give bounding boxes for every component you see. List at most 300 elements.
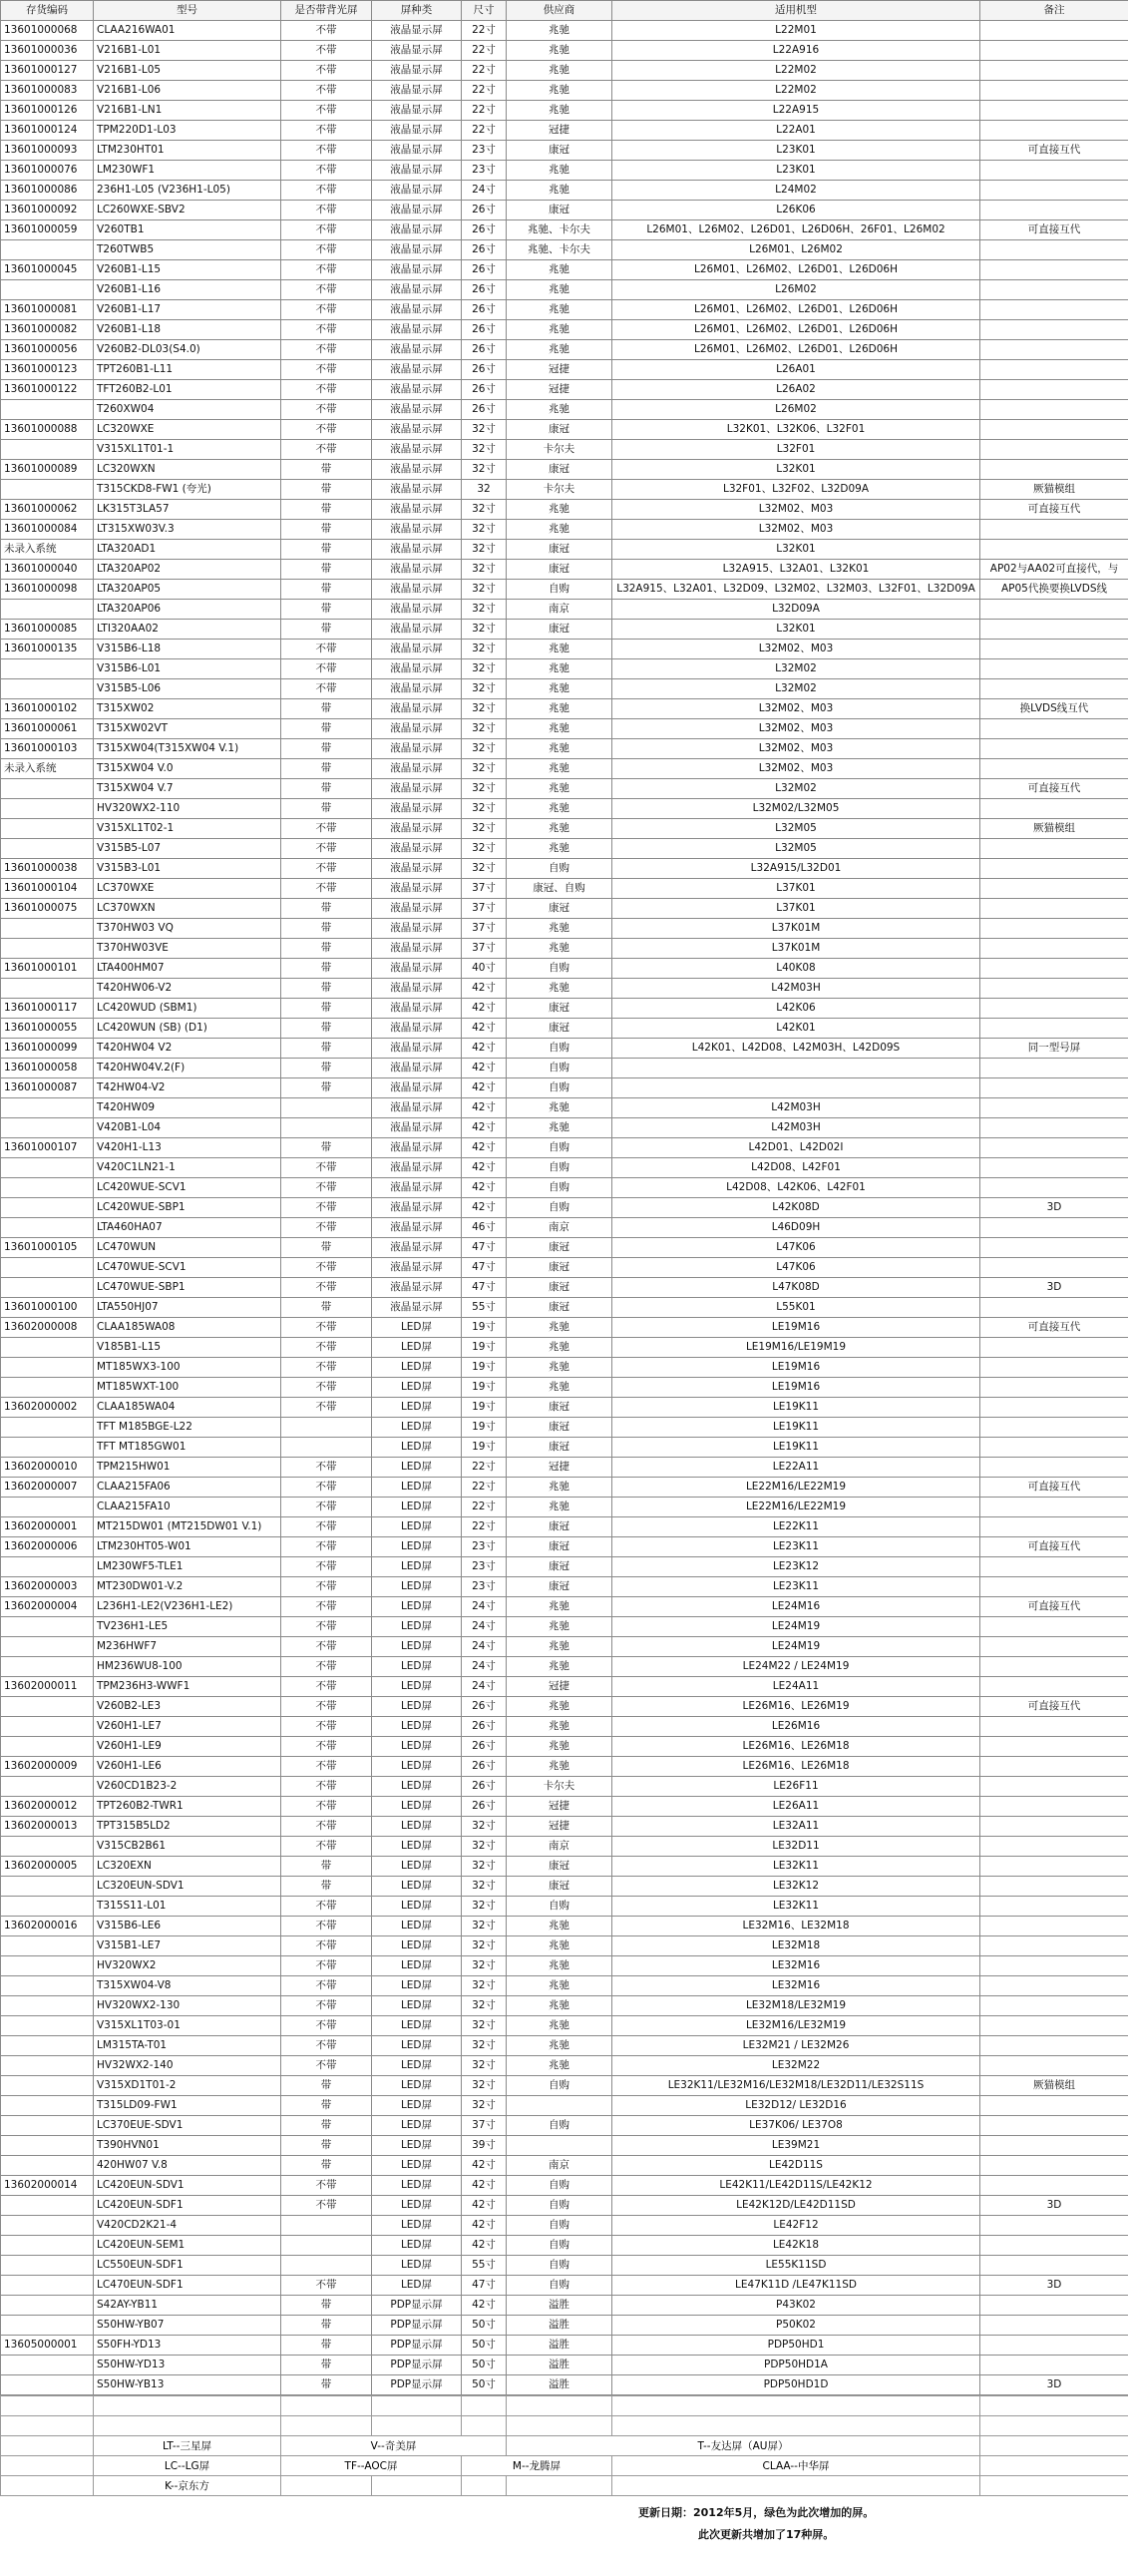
table-row	[1, 1218, 1128, 1238]
supplier-cell: 兆驰	[507, 161, 612, 181]
stock-code-cell	[1, 1717, 94, 1737]
model-cell: LTA550HJ07	[94, 1298, 281, 1318]
screen-type-cell: 液晶显示屏	[372, 260, 462, 280]
remark-cell	[980, 1877, 1128, 1897]
supplier-cell: 兆驰	[507, 61, 612, 81]
compatible-models-cell: L22A915	[612, 101, 980, 121]
remark-cell	[980, 879, 1128, 899]
remark-cell	[980, 2156, 1128, 2176]
compatible-models-cell: L32M02、M03	[612, 520, 980, 540]
model-cell: TFT260B2-L01	[94, 380, 281, 400]
footer	[0, 2496, 1128, 2576]
compatible-models-cell: L22M02	[612, 61, 980, 81]
stock-code-cell: 13601000102	[1, 699, 94, 719]
table-row	[1, 61, 1128, 81]
backlight-cell: 带	[281, 2116, 372, 2136]
compatible-models-cell: L32M02、M03	[612, 759, 980, 779]
backlight-cell: 带	[281, 620, 372, 640]
remark-cell	[980, 181, 1128, 201]
stock-code-cell	[1, 1936, 94, 1956]
compatible-models-cell: LE24A11	[612, 1677, 980, 1697]
table-row	[1, 1737, 1128, 1757]
legend-v: V--奇美屏	[281, 2436, 507, 2456]
screen-type-cell: 液晶显示屏	[372, 1278, 462, 1298]
remark-cell	[980, 2256, 1128, 2276]
compatible-models-cell: L32K01、L32K06、L32F01	[612, 420, 980, 440]
model-cell: LTA320AP06	[94, 600, 281, 620]
backlight-cell: 不带	[281, 1318, 372, 1338]
stock-code-cell	[1, 2236, 94, 2256]
compatible-models-cell: L42K01	[612, 1019, 980, 1039]
size-cell: 50寸	[462, 2356, 507, 2375]
table-row	[1, 1837, 1128, 1857]
table-row	[1, 340, 1128, 360]
model-cell: LM315TA-T01	[94, 2036, 281, 2056]
backlight-cell: 不带	[281, 1258, 372, 1278]
compatible-models-cell: LE22M16/LE22M19	[612, 1498, 980, 1517]
size-cell: 22寸	[462, 121, 507, 141]
backlight-cell: 带	[281, 939, 372, 959]
supplier-cell: 康冠	[507, 1438, 612, 1458]
table-row	[1, 699, 1128, 719]
stock-code-cell	[1, 779, 94, 799]
size-cell: 32寸	[462, 1917, 507, 1936]
legend-m: M--龙腾屏	[462, 2456, 612, 2476]
table-row	[1, 939, 1128, 959]
screen-type-cell: LED屏	[372, 1717, 462, 1737]
backlight-cell: 不带	[281, 240, 372, 260]
supplier-cell: 自购	[507, 2196, 612, 2216]
compatible-models-cell: L26M02	[612, 280, 980, 300]
supplier-cell: 兆驰	[507, 1956, 612, 1976]
backlight-cell: 不带	[281, 380, 372, 400]
table-row	[1, 240, 1128, 260]
compatible-models-cell: L37K01	[612, 879, 980, 899]
screen-type-cell: LED屏	[372, 1458, 462, 1478]
supplier-cell: 康冠	[507, 460, 612, 480]
backlight-cell: 不带	[281, 1198, 372, 1218]
backlight-cell: 不带	[281, 1936, 372, 1956]
size-cell: 32寸	[462, 2056, 507, 2076]
size-cell: 32寸	[462, 1936, 507, 1956]
legend-row	[1, 2436, 1128, 2456]
screen-type-cell: 液晶显示屏	[372, 280, 462, 300]
compatible-models-cell: L42M03H	[612, 1118, 980, 1138]
remark-cell	[980, 1617, 1128, 1637]
model-cell: 420HW07 V.8	[94, 2156, 281, 2176]
supplier-cell: 兆驰	[507, 1657, 612, 1677]
compatible-models-cell: L32M05	[612, 819, 980, 839]
table-row	[1, 1238, 1128, 1258]
remark-cell	[980, 679, 1128, 699]
compatible-models-cell: L42M03H	[612, 1098, 980, 1118]
compatible-models-cell: L32K01	[612, 620, 980, 640]
model-cell: LTM230HT01	[94, 141, 281, 161]
screen-type-cell: 液晶显示屏	[372, 799, 462, 819]
table-row	[1, 440, 1128, 460]
backlight-cell: 带	[281, 2296, 372, 2316]
screen-type-cell: LED屏	[372, 1378, 462, 1398]
model-cell: LTA320AP05	[94, 580, 281, 600]
model-cell: V260CD1B23-2	[94, 1777, 281, 1797]
screen-type-cell: LED屏	[372, 2236, 462, 2256]
stock-code-cell	[1, 2116, 94, 2136]
supplier-cell: 兆驰、卡尔夫	[507, 240, 612, 260]
size-cell: 19寸	[462, 1398, 507, 1418]
backlight-cell: 不带	[281, 1557, 372, 1577]
supplier-cell: 自购	[507, 2276, 612, 2296]
size-cell: 32寸	[462, 739, 507, 759]
supplier-cell: 兆驰	[507, 181, 612, 201]
supplier-cell: 卡尔夫	[507, 480, 612, 500]
table-row	[1, 2356, 1128, 2375]
screen-type-cell: 液晶显示屏	[372, 1198, 462, 1218]
model-cell: LC370EUE-SDV1	[94, 2116, 281, 2136]
compatible-models-cell: L42D08、L42F01	[612, 1158, 980, 1178]
remark-cell	[980, 240, 1128, 260]
compatible-models-cell: L32M02、M03	[612, 739, 980, 759]
remark-cell	[980, 2236, 1128, 2256]
size-cell: 22寸	[462, 81, 507, 101]
stock-code-cell: 13601000038	[1, 859, 94, 879]
remark-cell	[980, 161, 1128, 181]
remark-cell: 可直接互代	[980, 1478, 1128, 1498]
backlight-cell: 不带	[281, 1577, 372, 1597]
table-row	[1, 560, 1128, 580]
compatible-models-cell: LE19M16	[612, 1318, 980, 1338]
model-cell: V315B1-LE7	[94, 1936, 281, 1956]
compatible-models-cell: LE55K11SD	[612, 2256, 980, 2276]
stock-code-cell: 13601000092	[1, 201, 94, 220]
compatible-models-cell: LE19M16	[612, 1378, 980, 1398]
model-cell: LM230WF5-TLE1	[94, 1557, 281, 1577]
size-cell: 26寸	[462, 340, 507, 360]
remark-cell	[980, 1178, 1128, 1198]
remark-cell	[980, 979, 1128, 999]
table-row	[1, 1617, 1128, 1637]
model-cell: LC320EXN	[94, 1857, 281, 1877]
compatible-models-cell: L47K06	[612, 1258, 980, 1278]
compatible-models-cell: LE32D12/ LE32D16	[612, 2096, 980, 2116]
backlight-cell: 不带	[281, 300, 372, 320]
table-row	[1, 1418, 1128, 1438]
compatible-models-cell: L55K01	[612, 1298, 980, 1318]
stock-code-cell	[1, 1877, 94, 1897]
remark-cell: AP02与AA02可直接代，与	[980, 560, 1128, 580]
size-cell: 42寸	[462, 1078, 507, 1098]
model-cell: T315CKD8-FW1 (夸光)	[94, 480, 281, 500]
table-row	[1, 739, 1128, 759]
remark-cell: 3D	[980, 1198, 1128, 1218]
backlight-cell: 不带	[281, 1677, 372, 1697]
size-cell: 42寸	[462, 1158, 507, 1178]
stock-code-cell	[1, 2156, 94, 2176]
legend-t: T--友达屏（AU屏）	[507, 2436, 980, 2456]
size-cell: 26寸	[462, 1717, 507, 1737]
supplier-cell: 自购	[507, 2236, 612, 2256]
remark-cell: 厥猫模组	[980, 480, 1128, 500]
size-cell: 26寸	[462, 400, 507, 420]
stock-code-cell: 13601000085	[1, 620, 94, 640]
size-cell: 32寸	[462, 839, 507, 859]
size-cell: 42寸	[462, 1118, 507, 1138]
supplier-cell: 兆驰	[507, 1936, 612, 1956]
supplier-cell: 康冠	[507, 1877, 612, 1897]
supplier-cell: 兆驰	[507, 1637, 612, 1657]
stock-code-cell	[1, 679, 94, 699]
size-cell: 19寸	[462, 1338, 507, 1358]
backlight-cell	[281, 1098, 372, 1118]
compatible-models-cell: L32M02	[612, 779, 980, 799]
screen-type-cell: 液晶显示屏	[372, 1138, 462, 1158]
table-row	[1, 620, 1128, 640]
remark-cell	[980, 1677, 1128, 1697]
backlight-cell: 不带	[281, 1398, 372, 1418]
remark-cell	[980, 719, 1128, 739]
compatible-models-cell: PDP50HD1A	[612, 2356, 980, 2375]
supplier-cell: 兆驰	[507, 1737, 612, 1757]
backlight-cell: 不带	[281, 819, 372, 839]
screen-type-cell: LED屏	[372, 1338, 462, 1358]
backlight-cell: 带	[281, 520, 372, 540]
model-cell: LM230WF1	[94, 161, 281, 181]
screen-type-cell: 液晶显示屏	[372, 121, 462, 141]
backlight-cell: 不带	[281, 1218, 372, 1238]
table-row	[1, 839, 1128, 859]
backlight-cell: 不带	[281, 1537, 372, 1557]
backlight-cell: 不带	[281, 1757, 372, 1777]
model-cell: LC320WXE	[94, 420, 281, 440]
screen-type-cell: 液晶显示屏	[372, 659, 462, 679]
table-row	[1, 1059, 1128, 1078]
supplier-cell: 兆驰	[507, 799, 612, 819]
stock-code-cell: 13601000040	[1, 560, 94, 580]
size-cell: 32寸	[462, 640, 507, 659]
supplier-cell: 兆驰	[507, 719, 612, 739]
stock-code-cell	[1, 1657, 94, 1677]
screen-type-cell: 液晶显示屏	[372, 340, 462, 360]
size-cell: 32寸	[462, 600, 507, 620]
blank-row	[1, 2396, 1128, 2416]
model-cell: V216B1-LN1	[94, 101, 281, 121]
model-cell: LC470WUE-SCV1	[94, 1258, 281, 1278]
remark-cell	[980, 600, 1128, 620]
backlight-cell: 不带	[281, 2196, 372, 2216]
screen-type-cell: LED屏	[372, 1936, 462, 1956]
screen-type-cell: LED屏	[372, 1617, 462, 1637]
compatible-models-cell: LE23K11	[612, 1537, 980, 1557]
size-cell: 42寸	[462, 1059, 507, 1078]
stock-code-cell: 13601000100	[1, 1298, 94, 1318]
size-cell: 42寸	[462, 2216, 507, 2236]
header-cell: 型号	[94, 1, 281, 21]
compatible-models-cell: LE26M16、LE26M19	[612, 1697, 980, 1717]
supplier-cell: 兆驰	[507, 260, 612, 280]
remark-cell	[980, 759, 1128, 779]
stock-code-cell	[1, 1897, 94, 1917]
screen-type-cell: 液晶显示屏	[372, 81, 462, 101]
model-cell: V315XL1T03-01	[94, 2016, 281, 2036]
stock-code-cell	[1, 1278, 94, 1298]
compatible-models-cell: LE26M16、LE26M18	[612, 1737, 980, 1757]
supplier-cell: 冠捷	[507, 121, 612, 141]
screen-type-cell: LED屏	[372, 1877, 462, 1897]
table-row	[1, 679, 1128, 699]
screen-type-cell: LED屏	[372, 2196, 462, 2216]
blank-row	[1, 2416, 1128, 2436]
size-cell: 32寸	[462, 759, 507, 779]
compatible-models-cell: L26K06	[612, 201, 980, 220]
backlight-cell: 带	[281, 2316, 372, 2336]
backlight-cell: 带	[281, 1019, 372, 1039]
backlight-cell: 不带	[281, 1358, 372, 1378]
compatible-models-cell: L26M01、L26M02、L26D01、L26D06H	[612, 320, 980, 340]
table-row	[1, 859, 1128, 879]
remark-cell: 可直接互代	[980, 1318, 1128, 1338]
supplier-cell: 康冠	[507, 1278, 612, 1298]
size-cell: 37寸	[462, 879, 507, 899]
backlight-cell: 带	[281, 600, 372, 620]
backlight-cell: 带	[281, 1857, 372, 1877]
supplier-cell: 兆驰	[507, 979, 612, 999]
remark-cell: 可直接互代	[980, 500, 1128, 520]
stock-code-cell: 13601000099	[1, 1039, 94, 1059]
stock-code-cell: 13601000062	[1, 500, 94, 520]
supplier-cell: 兆驰	[507, 2016, 612, 2036]
remark-cell	[980, 939, 1128, 959]
backlight-cell: 带	[281, 979, 372, 999]
stock-code-cell: 13601000084	[1, 520, 94, 540]
model-cell: T420HW09	[94, 1098, 281, 1118]
compatible-models-cell: PDP50HD1	[612, 2336, 980, 2356]
backlight-cell: 带	[281, 2375, 372, 2395]
supplier-cell: 兆驰	[507, 1917, 612, 1936]
stock-code-cell	[1, 2036, 94, 2056]
size-cell: 26寸	[462, 380, 507, 400]
stock-code-cell	[1, 919, 94, 939]
backlight-cell: 带	[281, 1138, 372, 1158]
size-cell: 32寸	[462, 560, 507, 580]
size-cell: 32寸	[462, 1976, 507, 1996]
model-cell: TPM220D1-L03	[94, 121, 281, 141]
remark-cell: AP05代换要换LVDS线	[980, 580, 1128, 600]
screen-type-cell: 液晶显示屏	[372, 899, 462, 919]
supplier-cell: 自购	[507, 1059, 612, 1078]
supplier-cell: 康冠	[507, 1517, 612, 1537]
screen-type-cell: 液晶显示屏	[372, 560, 462, 580]
compatible-models-cell: L42K06	[612, 999, 980, 1019]
table-row	[1, 2116, 1128, 2136]
supplier-cell: 自购	[507, 1138, 612, 1158]
size-cell: 32寸	[462, 1877, 507, 1897]
backlight-cell: 不带	[281, 2036, 372, 2056]
screen-type-cell: 液晶显示屏	[372, 859, 462, 879]
model-cell: T420HW06-V2	[94, 979, 281, 999]
remark-cell: 同一型号屏	[980, 1039, 1128, 1059]
screen-type-cell: 液晶显示屏	[372, 500, 462, 520]
table-row	[1, 1458, 1128, 1478]
size-cell: 24寸	[462, 1657, 507, 1677]
backlight-cell: 带	[281, 460, 372, 480]
remark-cell	[980, 1917, 1128, 1936]
remark-cell: 厥猫模组	[980, 819, 1128, 839]
size-cell: 42寸	[462, 1098, 507, 1118]
remark-cell	[980, 1118, 1128, 1138]
stock-code-cell: 13601000087	[1, 1078, 94, 1098]
remark-cell	[980, 101, 1128, 121]
supplier-cell: 兆驰	[507, 280, 612, 300]
model-cell: V315B6-LE6	[94, 1917, 281, 1936]
table-row	[1, 1976, 1128, 1996]
size-cell: 22寸	[462, 61, 507, 81]
header-cell: 适用机型	[612, 1, 980, 21]
remark-cell	[980, 1019, 1128, 1039]
stock-code-cell	[1, 2076, 94, 2096]
model-cell: V315B5-L06	[94, 679, 281, 699]
table-row	[1, 1857, 1128, 1877]
model-cell: T315XW04-V8	[94, 1976, 281, 1996]
screen-type-cell: LED屏	[372, 2256, 462, 2276]
stock-code-cell: 13601000127	[1, 61, 94, 81]
remark-cell	[980, 21, 1128, 41]
compatible-models-cell: LE32D11	[612, 1837, 980, 1857]
remark-cell	[980, 799, 1128, 819]
table-row	[1, 320, 1128, 340]
remark-cell	[980, 1737, 1128, 1757]
screen-type-cell: 液晶显示屏	[372, 320, 462, 340]
supplier-cell: 兆驰	[507, 759, 612, 779]
size-cell: 22寸	[462, 1517, 507, 1537]
stock-code-cell	[1, 1697, 94, 1717]
size-cell: 42寸	[462, 979, 507, 999]
remark-cell	[980, 300, 1128, 320]
size-cell: 26寸	[462, 320, 507, 340]
screen-type-cell: LED屏	[372, 1418, 462, 1438]
size-cell: 42寸	[462, 1039, 507, 1059]
screen-type-cell: LED屏	[372, 1478, 462, 1498]
size-cell: 40寸	[462, 959, 507, 979]
compatible-models-cell: LE23K12	[612, 1557, 980, 1577]
table-row	[1, 1358, 1128, 1378]
model-cell: CLAA185WA04	[94, 1398, 281, 1418]
model-cell: MT185WXT-100	[94, 1378, 281, 1398]
stock-code-cell: 13602000011	[1, 1677, 94, 1697]
remark-cell	[980, 81, 1128, 101]
remark-cell	[980, 280, 1128, 300]
screen-type-cell: LED屏	[372, 1777, 462, 1797]
model-cell: T260XW04	[94, 400, 281, 420]
backlight-cell: 带	[281, 719, 372, 739]
backlight-cell: 不带	[281, 640, 372, 659]
size-cell: 32寸	[462, 500, 507, 520]
model-cell: HV32WX2-140	[94, 2056, 281, 2076]
backlight-cell: 带	[281, 580, 372, 600]
table-row	[1, 1877, 1128, 1897]
compatible-models-cell: L26M02	[612, 400, 980, 420]
compatible-models-cell: LE26M16、LE26M18	[612, 1757, 980, 1777]
size-cell: 32寸	[462, 1817, 507, 1837]
backlight-cell: 不带	[281, 1797, 372, 1817]
supplier-cell: 兆驰	[507, 1358, 612, 1378]
model-cell: TPT315B5LD2	[94, 1817, 281, 1837]
backlight-cell: 不带	[281, 2016, 372, 2036]
table-row	[1, 899, 1128, 919]
stock-code-cell: 13601000056	[1, 340, 94, 360]
remark-cell: 换LVDS线互代	[980, 699, 1128, 719]
backlight-cell: 带	[281, 2136, 372, 2156]
table-row	[1, 1118, 1128, 1138]
size-cell: 42寸	[462, 999, 507, 1019]
